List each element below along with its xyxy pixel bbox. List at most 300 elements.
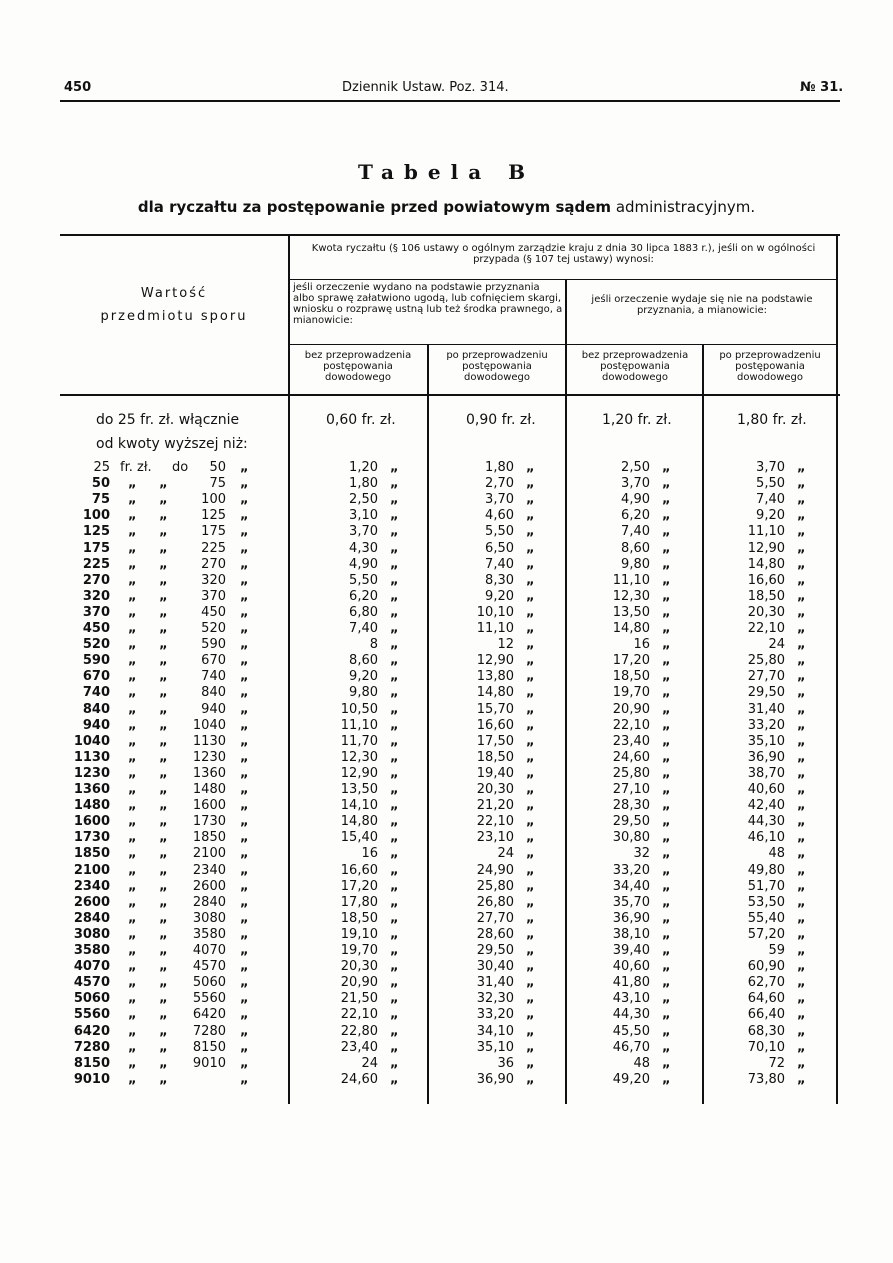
row-from: 450 [82, 621, 110, 636]
row-ditto: „ „ [128, 508, 168, 524]
row-value: 14,80 [612, 621, 650, 636]
row-value-ditto: „ [797, 765, 806, 781]
row-value-ditto: „ [662, 604, 671, 620]
row-ditto: „ „ [128, 1007, 168, 1023]
issue-number: № 31. [800, 80, 844, 95]
row-value: 11,10 [340, 717, 378, 733]
row-value: 40,60 [747, 782, 785, 797]
row-ditto-end: „ [240, 637, 249, 653]
row-value-ditto: „ [526, 765, 535, 781]
row-ditto-end: „ [240, 717, 249, 733]
row-value: 25,80 [747, 653, 785, 669]
row-value-ditto: „ [390, 749, 399, 765]
row-value-ditto: „ [526, 1007, 535, 1023]
row-to: 320 [201, 572, 226, 588]
row-value: 16,60 [747, 572, 785, 588]
row-value-ditto: „ [390, 685, 399, 701]
row-to: 9010 [192, 1055, 226, 1071]
row-ditto: „ „ [128, 959, 168, 975]
row-value-ditto: „ [526, 846, 535, 862]
row-value-ditto: „ [390, 862, 399, 878]
row-from: 670 [82, 669, 110, 685]
row-ditto: „ „ [128, 910, 168, 926]
row-value: 17,80 [340, 894, 378, 910]
row-to: 1230 [192, 749, 226, 765]
row-value-ditto: „ [662, 846, 671, 862]
row-value: 17,20 [612, 653, 650, 669]
row-value: 1,80 [485, 460, 514, 475]
row-value: 33,20 [612, 862, 650, 878]
row-value: 43,10 [612, 991, 650, 1007]
row-value: 10,50 [340, 701, 378, 717]
row-ditto-end: „ [240, 460, 249, 475]
row-ditto: „ „ [128, 749, 168, 765]
row-value-ditto: „ [662, 1071, 671, 1087]
row-value-ditto: „ [390, 1055, 399, 1071]
row-value: 19,10 [340, 926, 378, 942]
row-value-ditto: „ [526, 524, 535, 540]
row-ditto-end: „ [240, 540, 249, 556]
row-from: 2100 [73, 862, 110, 878]
row-to: 5560 [192, 991, 226, 1007]
row-value: 35,10 [747, 733, 785, 749]
group-header-rule [288, 344, 838, 345]
row-from: 9010 [73, 1071, 110, 1087]
row-value: 1,20 [349, 460, 378, 475]
row-value: 7,40 [349, 621, 378, 636]
row-value-ditto: „ [662, 508, 671, 524]
row-value-ditto: „ [526, 637, 535, 653]
row-value-ditto: „ [390, 878, 399, 894]
col1-header-line2: przedmiotu sporu [100, 309, 248, 324]
row-value-ditto: „ [390, 669, 399, 685]
row-value-ditto: „ [390, 621, 399, 636]
row-ditto: „ „ [128, 991, 168, 1007]
row-from: 3080 [73, 926, 110, 942]
row-value: 2,50 [621, 460, 650, 475]
row-value-ditto: „ [797, 508, 806, 524]
first-row-value-3: 1,20 fr. zł. [602, 412, 672, 428]
row-value: 3,10 [349, 508, 378, 524]
row-to: 370 [201, 588, 226, 604]
row-value: 21,50 [340, 991, 378, 1007]
row-value: 16 [361, 846, 378, 862]
subtitle-normal: administracyjnym. [615, 198, 756, 216]
row-value-ditto: „ [526, 943, 535, 958]
row-value-ditto: „ [662, 717, 671, 733]
row-value: 36,90 [612, 910, 650, 926]
row-value: 34,40 [612, 878, 650, 894]
row-value-ditto: „ [390, 782, 399, 797]
page-number: 450 [64, 80, 92, 95]
row-value-ditto: „ [662, 1023, 671, 1039]
row-value-ditto: „ [662, 460, 671, 475]
first-row-value-1: 0,60 fr. zł. [326, 412, 396, 428]
row-value-ditto: „ [526, 492, 535, 508]
row-from: 2340 [73, 878, 110, 894]
row-from: 590 [82, 653, 110, 669]
row-value-ditto: „ [797, 943, 806, 958]
row-ditto: „ „ [128, 862, 168, 878]
row-to: 8150 [192, 1039, 226, 1055]
row-from: 7280 [73, 1039, 110, 1055]
row-value: 45,50 [612, 1023, 650, 1039]
row-from: 25 [93, 460, 110, 475]
row-ditto: „ „ [128, 1071, 168, 1087]
row-value: 31,40 [747, 701, 785, 717]
row-value-ditto: „ [390, 1007, 399, 1023]
row-value: 16,60 [476, 717, 514, 733]
row-value: 30,40 [476, 959, 514, 975]
row-value-ditto: „ [797, 975, 806, 991]
row-value: 12 [497, 637, 514, 653]
row-value-ditto: „ [526, 685, 535, 701]
row-value: 9,80 [621, 556, 650, 572]
row-to: 1480 [192, 782, 226, 797]
row-from: 3580 [73, 943, 110, 958]
row-value-ditto: „ [390, 540, 399, 556]
row-value: 66,40 [747, 1007, 785, 1023]
row-to: 590 [201, 637, 226, 653]
row-ditto-end: „ [240, 975, 249, 991]
row-ditto-end: „ [240, 621, 249, 636]
row-value-ditto: „ [797, 669, 806, 685]
row-value-ditto: „ [526, 1055, 535, 1071]
row-value-ditto: „ [390, 765, 399, 781]
row-ditto-end: „ [240, 862, 249, 878]
row-ditto-end: „ [240, 943, 249, 958]
row-value: 19,70 [612, 685, 650, 701]
row-value-ditto: „ [390, 798, 399, 814]
row-from: 100 [82, 508, 110, 524]
row-to: 1850 [192, 830, 226, 846]
row-value-ditto: „ [662, 878, 671, 894]
row-ditto: „ „ [128, 588, 168, 604]
row-to: 2340 [192, 862, 226, 878]
row-from: 1730 [73, 830, 110, 846]
row-ditto-end: „ [240, 556, 249, 572]
row-value-ditto: „ [662, 492, 671, 508]
row-value: 25,80 [476, 878, 514, 894]
row-value: 27,10 [612, 782, 650, 797]
row-to: 1600 [192, 798, 226, 814]
row-value: 27,70 [476, 910, 514, 926]
row-value: 23,40 [612, 733, 650, 749]
row-to: 1130 [192, 733, 226, 749]
row-value-ditto: „ [797, 1055, 806, 1071]
row-from: 125 [82, 524, 110, 540]
row-value: 17,50 [476, 733, 514, 749]
row-value: 72 [768, 1055, 785, 1071]
right-border [836, 234, 838, 1104]
top-header-rule [288, 279, 838, 280]
row-value-ditto: „ [390, 926, 399, 942]
row-value-ditto: „ [662, 476, 671, 492]
row-to: 520 [201, 621, 226, 636]
first-row-value-2: 0,90 fr. zł. [466, 412, 536, 428]
table-title: Tabela B [357, 160, 536, 184]
row-value: 11,10 [612, 572, 650, 588]
row-value-ditto: „ [390, 830, 399, 846]
row-value-ditto: „ [390, 1071, 399, 1087]
group-a-header: jeśli orzeczenie wydano na podstawie przyznania albo sprawę załatwiono ugodą, lub cofnięciem skargi, wniosku o rozprawę ustną lub też środka prawnego, a mianowicie: [293, 282, 563, 326]
row-value-ditto: „ [797, 604, 806, 620]
row-value-ditto: „ [662, 862, 671, 878]
row-ditto-end: „ [240, 926, 249, 942]
row-value-ditto: „ [662, 782, 671, 797]
row-value-ditto: „ [390, 460, 399, 475]
row-ditto: „ „ [128, 782, 168, 797]
row-ditto-end: „ [240, 604, 249, 620]
row-value: 20,30 [747, 604, 785, 620]
row-from: 2840 [73, 910, 110, 926]
row-ditto-end: „ [240, 765, 249, 781]
row-value: 35,10 [476, 1039, 514, 1055]
row-ditto: „ „ [128, 717, 168, 733]
row-value: 49,80 [747, 862, 785, 878]
row-value: 5,50 [485, 524, 514, 540]
row-from: 840 [82, 701, 110, 717]
row-value: 20,90 [340, 975, 378, 991]
row-ditto-end: „ [240, 1071, 249, 1087]
row-value-ditto: „ [526, 604, 535, 620]
row-to: 4070 [192, 943, 226, 958]
row-value: 46,70 [612, 1039, 650, 1055]
col4-divider [702, 344, 704, 1104]
col1-header [60, 286, 288, 324]
row-ditto: „ „ [128, 540, 168, 556]
row-ditto-end: „ [240, 830, 249, 846]
row-ditto: „ „ [128, 669, 168, 685]
row-value-ditto: „ [526, 588, 535, 604]
row-value: 14,80 [747, 556, 785, 572]
first-row-label: do 25 fr. zł. włącznie [96, 412, 240, 428]
row-value-ditto: „ [526, 621, 535, 636]
row-to: 2600 [192, 878, 226, 894]
row-ditto-end: „ [240, 1023, 249, 1039]
row-value: 7,40 [756, 492, 785, 508]
row-value-ditto: „ [662, 669, 671, 685]
row-ditto: „ „ [128, 476, 168, 492]
row-unit: fr. zł. [120, 460, 152, 475]
row-to: 75 [209, 476, 226, 492]
row-value: 14,80 [340, 814, 378, 830]
row-value-ditto: „ [662, 910, 671, 926]
row-value-ditto: „ [526, 508, 535, 524]
row-value-ditto: „ [390, 814, 399, 830]
row-value-ditto: „ [662, 701, 671, 717]
row-value-ditto: „ [526, 910, 535, 926]
row-value-ditto: „ [390, 653, 399, 669]
row-value: 7,40 [621, 524, 650, 540]
row-value-ditto: „ [390, 910, 399, 926]
row-ditto: „ „ [128, 878, 168, 894]
row-ditto-end: „ [240, 492, 249, 508]
row-value-ditto: „ [390, 894, 399, 910]
row-ditto-end: „ [240, 701, 249, 717]
row-value: 15,70 [476, 701, 514, 717]
row-ditto: „ „ [128, 830, 168, 846]
row-value-ditto: „ [526, 1023, 535, 1039]
row-value: 6,80 [349, 604, 378, 620]
row-ditto-end: „ [240, 733, 249, 749]
row-value-ditto: „ [390, 959, 399, 975]
row-value: 6,20 [621, 508, 650, 524]
row-value: 19,70 [340, 943, 378, 958]
row-value-ditto: „ [662, 572, 671, 588]
table-top-rule [60, 234, 840, 236]
row-value-ditto: „ [797, 588, 806, 604]
row-value: 21,20 [476, 798, 514, 814]
row-from: 520 [82, 637, 110, 653]
row-value: 16,60 [340, 862, 378, 878]
row-value-ditto: „ [526, 572, 535, 588]
row-value: 59 [768, 943, 785, 958]
row-value-ditto: „ [797, 460, 806, 475]
row-ditto: „ „ [128, 1039, 168, 1055]
row-ditto-end: „ [240, 959, 249, 975]
row-value-ditto: „ [390, 991, 399, 1007]
row-value: 24,60 [612, 749, 650, 765]
row-value: 40,60 [612, 959, 650, 975]
row-value-ditto: „ [797, 798, 806, 814]
row-value-ditto: „ [662, 733, 671, 749]
row-value: 29,50 [747, 685, 785, 701]
row-value: 20,30 [476, 782, 514, 797]
row-value: 24 [361, 1055, 378, 1071]
row-value-ditto: „ [526, 975, 535, 991]
row-value: 4,90 [349, 556, 378, 572]
row-value: 2,70 [485, 476, 514, 492]
row-value: 20,30 [340, 959, 378, 975]
row-value: 1,80 [349, 476, 378, 492]
row-value: 31,40 [476, 975, 514, 991]
row-ditto-end: „ [240, 814, 249, 830]
row-value: 3,70 [349, 524, 378, 540]
row-to: 270 [201, 556, 226, 572]
row-value-ditto: „ [526, 717, 535, 733]
row-to: 940 [201, 701, 226, 717]
row-value: 24 [497, 846, 514, 862]
row-ditto: „ „ [128, 765, 168, 781]
row-value-ditto: „ [662, 524, 671, 540]
subheader-4: po przeprowadzeniu postępowania dowodowego [719, 350, 821, 383]
row-to: 1360 [192, 765, 226, 781]
row-value: 70,10 [747, 1039, 785, 1055]
row-from: 2600 [73, 894, 110, 910]
row-value: 18,50 [340, 910, 378, 926]
subheader-1: bez przeprowadzenia postępowania dowodowego [304, 350, 412, 383]
row-value: 36,90 [747, 749, 785, 765]
row-from: 1040 [73, 733, 110, 749]
row-value: 18,50 [612, 669, 650, 685]
row-value-ditto: „ [526, 959, 535, 975]
row-value-ditto: „ [797, 910, 806, 926]
row-value: 49,20 [612, 1071, 650, 1087]
col1-divider [288, 234, 290, 1104]
row-value: 17,20 [340, 878, 378, 894]
row-to: 1730 [192, 814, 226, 830]
row-ditto: „ „ [128, 846, 168, 862]
row-value-ditto: „ [797, 894, 806, 910]
row-value-ditto: „ [526, 1071, 535, 1087]
row-value-ditto: „ [797, 685, 806, 701]
row-ditto: „ „ [128, 572, 168, 588]
row-value-ditto: „ [390, 524, 399, 540]
row-value: 3,70 [621, 476, 650, 492]
row-value-ditto: „ [526, 830, 535, 846]
row-value: 32,30 [476, 991, 514, 1007]
row-value: 13,50 [340, 782, 378, 797]
row-value-ditto: „ [797, 637, 806, 653]
row-value-ditto: „ [797, 991, 806, 1007]
row-value-ditto: „ [526, 733, 535, 749]
row-value-ditto: „ [526, 460, 535, 475]
row-value: 44,30 [612, 1007, 650, 1023]
row-ditto-end: „ [240, 685, 249, 701]
row-value-ditto: „ [662, 991, 671, 1007]
row-to: 2100 [192, 846, 226, 862]
row-value-ditto: „ [662, 588, 671, 604]
row-value-ditto: „ [390, 637, 399, 653]
row-value-ditto: „ [390, 1039, 399, 1055]
row-value-ditto: „ [797, 701, 806, 717]
row-value: 4,30 [349, 540, 378, 556]
row-value: 42,40 [747, 798, 785, 814]
row-value-ditto: „ [390, 556, 399, 572]
row-from: 75 [91, 492, 110, 508]
row-value: 7,40 [485, 556, 514, 572]
row-value-ditto: „ [390, 733, 399, 749]
row-value-ditto: „ [662, 1007, 671, 1023]
row-value-ditto: „ [390, 572, 399, 588]
row-value: 26,80 [476, 894, 514, 910]
row-to: 3080 [192, 910, 226, 926]
row-ditto: „ „ [128, 975, 168, 991]
row-value: 11,70 [340, 733, 378, 749]
rate-table [60, 234, 840, 1094]
row-value-ditto: „ [662, 975, 671, 991]
row-value-ditto: „ [526, 862, 535, 878]
row-value-ditto: „ [390, 604, 399, 620]
row-value-ditto: „ [526, 701, 535, 717]
row-value-ditto: „ [526, 894, 535, 910]
row-value-ditto: „ [662, 814, 671, 830]
row-value: 28,60 [476, 926, 514, 942]
row-value-ditto: „ [797, 878, 806, 894]
row-value-ditto: „ [662, 653, 671, 669]
row-ditto-end: „ [240, 653, 249, 669]
row-ditto-end: „ [240, 749, 249, 765]
row-value-ditto: „ [662, 830, 671, 846]
row-value-ditto: „ [390, 508, 399, 524]
row-value: 60,90 [747, 959, 785, 975]
row-value-ditto: „ [797, 1023, 806, 1039]
row-value-ditto: „ [797, 524, 806, 540]
row-from: 50 [91, 476, 110, 492]
row-value: 12,30 [612, 588, 650, 604]
row-value-ditto: „ [797, 556, 806, 572]
row-to: 6420 [192, 1007, 226, 1023]
row-value: 38,70 [747, 765, 785, 781]
row-ditto: „ „ [128, 492, 168, 508]
row-value: 48 [633, 1055, 650, 1071]
row-ditto-end: „ [240, 572, 249, 588]
row-value: 62,70 [747, 975, 785, 991]
row-value: 36 [497, 1055, 514, 1071]
row-value-ditto: „ [390, 492, 399, 508]
row-value-ditto: „ [662, 749, 671, 765]
